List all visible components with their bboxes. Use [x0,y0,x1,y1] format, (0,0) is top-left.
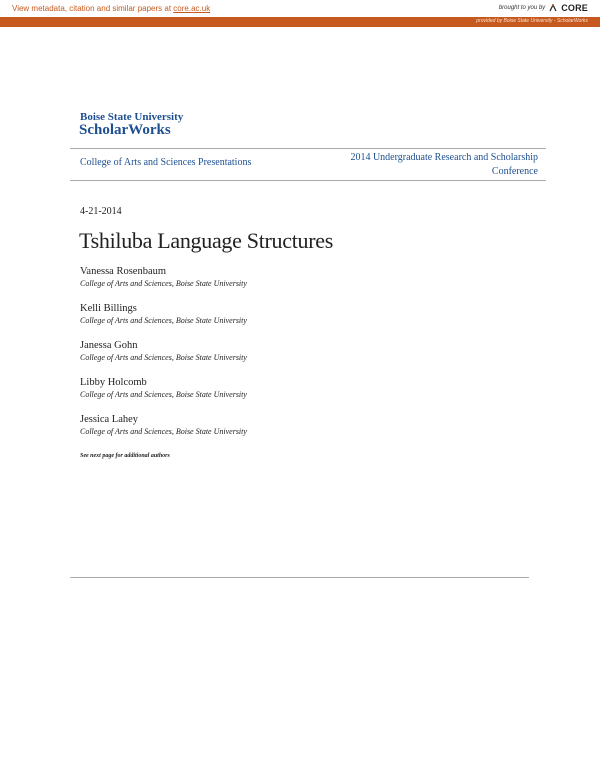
divider-top [70,148,546,149]
collection-link-left[interactable]: College of Arts and Sciences Presentations [80,157,252,168]
author-affiliation: College of Arts and Sciences, Boise State University [80,353,247,362]
provider-bar [0,17,600,27]
paper-title: Tshiluba Language Structures [79,228,333,253]
author-list [80,265,247,450]
author-entry [80,302,247,327]
author-entry [80,265,247,290]
core-logo-text: CORE [561,3,588,13]
core-link-text: View metadata, citation and similar papers at [12,4,174,13]
divider-footer [70,577,529,578]
author-entry [80,413,247,438]
author-entry [80,376,247,401]
institution-name: Boise State University [80,111,184,123]
collection-link-right[interactable]: 2014 Undergraduate Research and Scholarship Conference [350,152,538,177]
core-metadata-link[interactable] [12,4,210,13]
brought-text: brought to you by [498,5,546,11]
core-banner [0,0,600,17]
brought-to-you-by[interactable] [499,3,588,13]
author-affiliation: College of Arts and Sciences, Boise State University [80,390,247,399]
author-entry [80,339,247,364]
author-affiliation: College of Arts and Sciences, Boise State University [80,427,247,436]
author-name: Vanessa Rosenbaum [80,266,167,277]
author-name: Janessa Gohn [80,340,138,351]
additional-authors-note: See next page for additional authors [80,453,170,459]
author-name: Libby Holcomb [80,377,147,388]
author-affiliation: College of Arts and Sciences, Boise State University [80,279,247,288]
core-domain-link[interactable]: core.ac.uk [173,4,211,13]
repository-name[interactable]: ScholarWorks [79,122,171,138]
author-affiliation: College of Arts and Sciences, Boise State University [80,316,247,325]
divider-bottom [70,180,546,181]
author-name: Kelli Billings [80,303,137,314]
publication-date: 4-21-2014 [80,206,122,217]
author-name: Jessica Lahey [80,414,139,425]
core-logo-icon [548,3,558,13]
provided-by-link[interactable]: provided by Boise State University - ScholarWorks [476,18,588,24]
